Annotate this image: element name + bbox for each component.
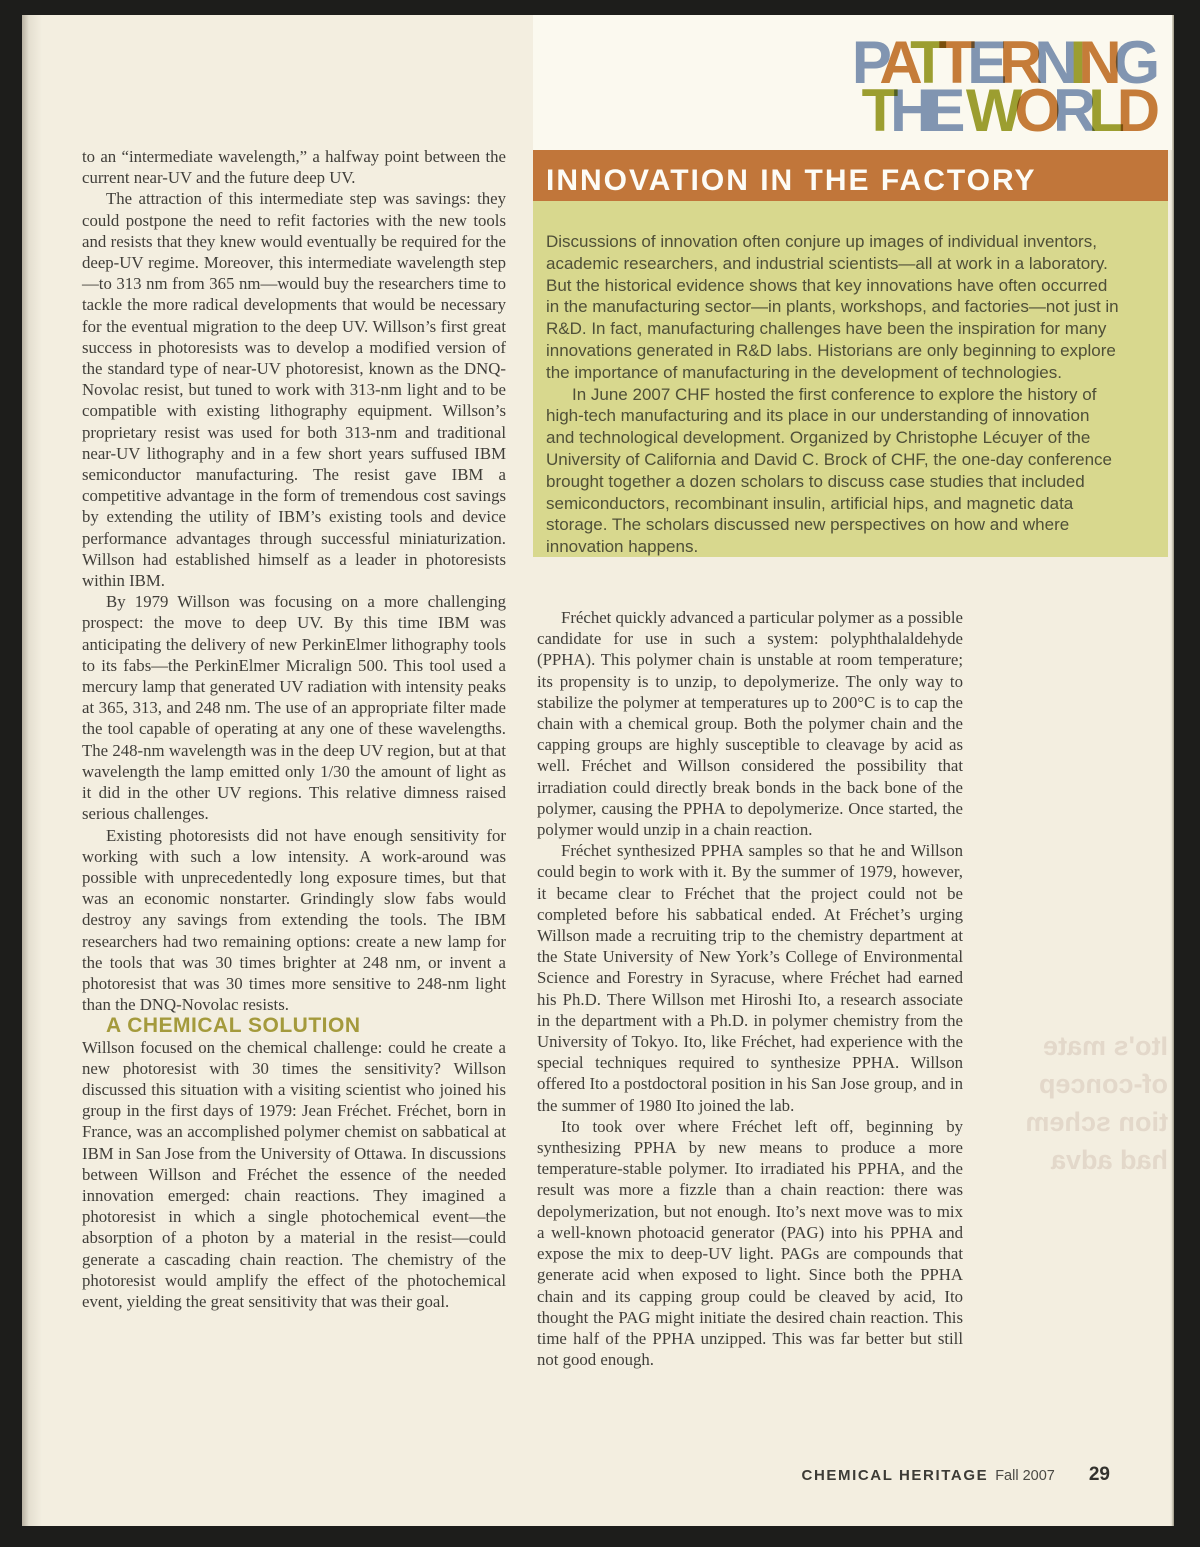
body-paragraph: Existing photoresists did not have enough sensitivity for working with such a low intensity. A work-around was possible with unprecedentedly long exposure times, but that was an economic nonstarter. Grindingly slow fabs would destroy any savings from extending the tools. The IBM researchers had two remaining options: create a new lamp for the tools that was 30 times brighter at 248 nm, or invent a photoresist that was 30 times more sensitive to 248-nm light than the DNQ-Novolac resists. [82, 825, 506, 1015]
body-paragraph: By 1979 Willson was focusing on a more challenging prospect: the move to deep UV. By this time IBM was anticipating the delivery of new PerkinElmer lithography tools to its fabs—the PerkinElmer Micralign 500. This tool used a mercury lamp that generated UV radiation with intensity peaks at 365, 313, and 248 nm. The use of an appropriate filter made the tool capable of operating at any one of these wavelengths. The 248-nm wavelength was in the deep UV region, but at that wavelength the lamp emitted only 1/30 the amount of light as it did in the other UV regions. This relative dimness raised serious challenges. [82, 592, 506, 824]
section-heading: A CHEMICAL SOLUTION [106, 1014, 361, 1038]
feature-paragraph: Discussions of innovation often conjure up images of individual inventors, academic researchers, and industrial scientists—all at work in a laboratory. But the historical evidence shows that key innovations have often occurred in the manufacturing sector—in plants, workshops, and factories—not just in R&D. In fact, manufacturing challenges have been the inspiration for many innovations generated in R&D labs. Historians are only beginning to explore the importance of manufacturing in the development of technologies. [546, 232, 1119, 382]
binding-edge [22, 15, 42, 1526]
body-paragraph: Willson focused on the chemical challenge: could he create a new photoresist with 30 times the sensitivity? Willson discussed this situation with a visiting scientist who joined his group in the first days of 1979: Jean Fréchet. Fréchet, born in France, was an accomplished polymer chemist on sabbatical at IBM in San Jose from the University of Ottawa. In discussions between Willson and Fréchet the essence of the needed innovation emerged: chain reactions. They imagined a photoresist in which a single photochemical event—the absorption of a photon by a material in the resist—could generate a cascading chain reaction. The chemistry of the photoresist would amplify the effect of the photochemical event, yielding the great sensitivity that was their goal. [82, 1037, 506, 1311]
body-paragraph: to an “intermediate wavelength,” a halfway point between the current near-UV and the future deep UV. [82, 147, 506, 188]
body-paragraph: Fréchet quickly advanced a particular polymer as a possible candidate for use in such a system: polyphthalaldehyde (PPHA). This polymer chain is unstable at room temperature; its propensity is to unzip, to depolymerize. The only way to stabilize the polymer at temperatures up to 200°C is to cap the chain with a chemical group. Both the polymer chain and the capping groups are highly susceptible to cleavage by acid as well. Fréchet and Willson considered the possibility that irradiation could directly break bonds in the back bone of the polymer, causing the PPHA to depolymerize. Once started, the polymer would unzip in a chain reaction. [537, 608, 963, 840]
patterning-the-world-logo [851, 29, 1152, 144]
body-paragraph: Fréchet synthesized PPHA samples so that he and Willson could begin to work with it. By the summer of 1979, however, it became clear to Fréchet that the project could not be completed before his sabbatical ended. At Fréchet’s urging Willson made a recruiting trip to the chemistry department at the State University of New York’s College of Environmental Science and Forestry in Syracuse, where Fréchet had earned his Ph.D. There Willson met Hiroshi Ito, a research associate in the department with a Ph.D. in polymer chemistry from the University of Tokyo. Ito, like Fréchet, had experience with the special techniques required to synthesize PPHA. Willson offered Ito a postdoctoral position in his San Jose group, and in the summer of 1980 Ito joined the lab. [537, 841, 963, 1115]
logo-line-2: THE WORLD [861, 77, 1152, 144]
page-right-edge [1170, 15, 1174, 1526]
ghost-line: of-concep [1038, 1069, 1168, 1099]
ghost-line: Ito's mate [1043, 1031, 1168, 1061]
feature-header-bar [533, 150, 1168, 201]
page-footer [802, 1464, 1110, 1486]
ghost-line: had adva [1050, 1145, 1168, 1175]
feature-title: INNOVATION IN THE FACTORY [546, 164, 1037, 197]
magazine-page [22, 15, 1174, 1526]
bleed-through-ghost-text [954, 1027, 1168, 1179]
issue-label: Fall 2007 [995, 1468, 1055, 1484]
feature-paragraph: In June 2007 CHF hosted the first conference to explore the history of high-tech manufacturing and its place in our understanding of innovation and technological development. Organized by Christophe Lécuyer of the University of California and David C. Brock of CHF, the one-day conference brought together a dozen scholars to discuss case studies that included semiconductors, recombinant insulin, artificial hips, and magnetic data storage. The scholars discussed new perspectives on how and where innovation happens. [546, 384, 1112, 557]
journal-name: CHEMICAL HERITAGE [801, 1467, 989, 1484]
page-number: 29 [1088, 1464, 1110, 1485]
feature-sidebar-box [533, 201, 1168, 557]
body-paragraph: The attraction of this intermediate step was savings: they could postpone the need to refit factories with the new tools and resists that they knew would eventually be required for the deep-UV regime. Moreover, this intermediate wavelength step—to 313 nm from 365 nm—would buy the researchers time to tackle the more radical developments that would be necessary for the eventual migration to the deep UV. Willson’s first great success in photoresists was to develop a modified version of the standard type of near-UV photoresist, known as the DNQ-Novolac resist, but tuned to work with 313-nm light and to be compatible with existing lithography equipment. Willson’s proprietary resist was used for both 313-nm and traditional near-UV lithography and in a few short years suffused IBM semiconductor manufacturing. The resist gave IBM a competitive advantage in the form of tremendous cost savings by extending the utility of IBM’s existing tools and device performance advantages through successful miniaturization. Willson had established himself as a leader in photoresists within IBM. [82, 189, 506, 591]
logo-line-1: PATTERNING [851, 29, 1152, 96]
body-paragraph: Ito took over where Fréchet left off, beginning by synthesizing PPHA by new means to produce a more temperature-stable polymer. Ito irradiated his PPHA, and the result was more a fizzle than a chain reaction: there was depolymerization, but not enough. Ito’s next move was to mix a well-known photoacid generator (PAG) into his PPHA and expose the mix to deep-UV light. PAGs are compounds that generate acid when exposed to light. Since both the PPHA chain and its capping group could be cleaved by acid, Ito thought the PAG might initiate the desired chain reaction. This time half of the PPHA unzipped. This was far better but still not good enough. [537, 1116, 963, 1370]
ghost-line: tion schem [1025, 1107, 1168, 1137]
right-column [537, 607, 963, 1370]
left-column [82, 146, 506, 1312]
